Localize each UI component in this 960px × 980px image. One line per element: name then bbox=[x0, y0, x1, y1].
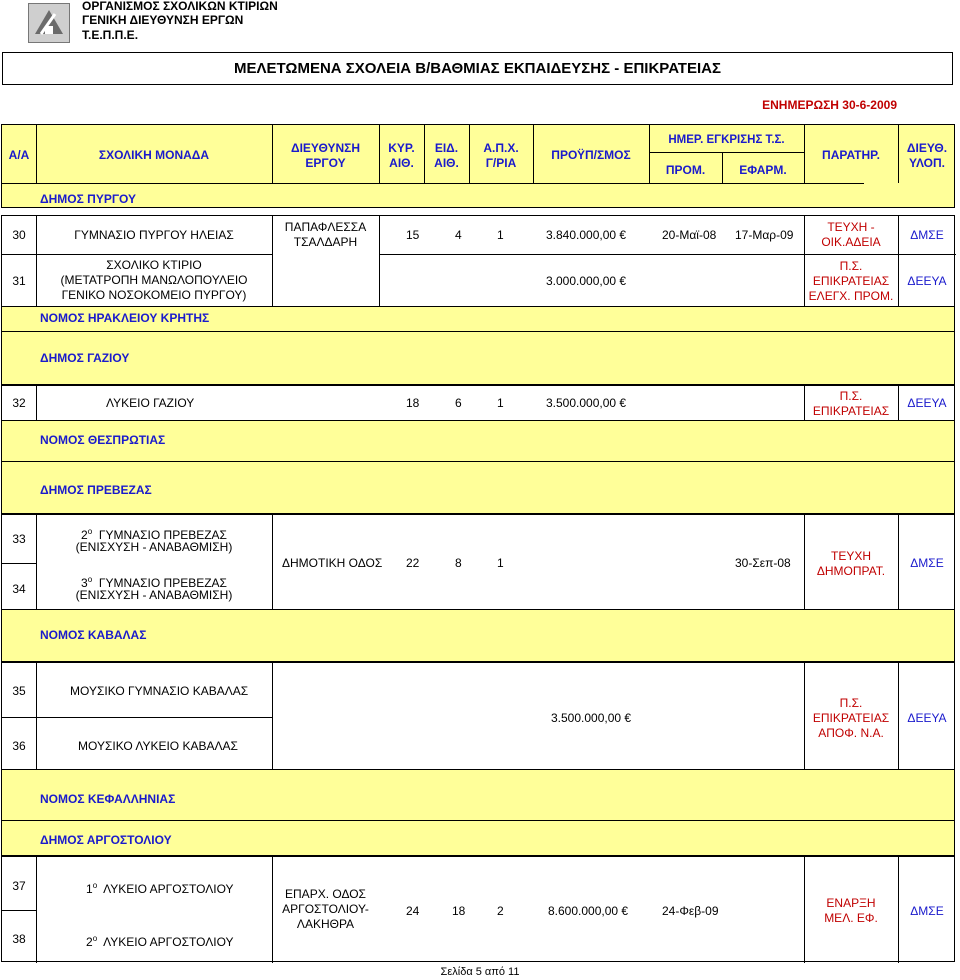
row32-kyr: 18 bbox=[406, 396, 420, 410]
org-line-1: ΟΡΓΑΝΙΣΜΟΣ ΣΧΟΛΙΚΩΝ ΚΤΙΡΙΩΝ bbox=[82, 0, 278, 13]
header-prom: ΠΡΟΜ. bbox=[665, 163, 706, 177]
section-gazi bbox=[1, 385, 955, 421]
row38-number: 2 bbox=[86, 935, 93, 949]
section-preveza bbox=[1, 514, 955, 610]
table-header bbox=[1, 124, 955, 208]
row38-address-3: ΛΑΚΗΘΡΑ bbox=[296, 917, 355, 931]
row32-no: 32 bbox=[12, 396, 26, 410]
row37-sup: ο bbox=[92, 881, 98, 890]
group-band-kavalas bbox=[1, 610, 955, 662]
row32-note-2: ΕΠΙΚΡΑΤΕΙΑΣ bbox=[812, 404, 890, 418]
row31-unit-2: (ΜΕΤΑΤΡΟΠΗ ΜΑΝΩΛΟΠΟΥΛΕΙΟ bbox=[60, 273, 248, 287]
row31-note-3: ΕΛΕΓΧ. ΠΡΟΜ. bbox=[808, 289, 894, 303]
row35-unit: ΜΟΥΣΙΚΟ ΓΥΜΝΑΣΙΟ ΚΑΒΑΛΑΣ bbox=[70, 684, 249, 698]
row30-note-1: ΤΕΥΧΗ - bbox=[827, 220, 875, 234]
row37-unit bbox=[86, 879, 234, 896]
row31-note-2: ΕΠΙΚΡΑΤΕΙΑΣ bbox=[812, 274, 890, 288]
org-line-3: Τ.Ε.Π.Π.Ε. bbox=[82, 28, 139, 42]
group-nomos-kefallinias: ΝΟΜΟΣ ΚΕΦΑΛΛΗΝΙΑΣ bbox=[40, 792, 176, 806]
row38-note-1: ΕΝΑΡΞΗ bbox=[826, 896, 876, 910]
row30-efarm: 17-Μαρ-09 bbox=[735, 228, 794, 242]
group-dimos-pyrgou: ΔΗΜΟΣ ΠΥΡΓΟΥ bbox=[40, 192, 137, 206]
section-argostoli bbox=[1, 856, 955, 962]
row34-address: ΔΗΜΟΤΙΚΗ ΟΔΟΣ bbox=[282, 556, 383, 570]
row38-note-2: ΜΕΛ. ΕΦ. bbox=[824, 911, 878, 925]
row38-no: 38 bbox=[12, 932, 26, 946]
section-kavala bbox=[1, 662, 955, 770]
group-dimos-gaziou: ΔΗΜΟΣ ΓΑΖΙΟΥ bbox=[40, 351, 130, 365]
row34-kyr: 22 bbox=[406, 556, 420, 570]
row34-no: 34 bbox=[12, 582, 26, 596]
row31-direction: ΔΕΕΥΑ bbox=[907, 274, 947, 288]
header-approval: ΗΜΕΡ. ΕΓΚΡΙΣΗΣ Τ.Σ. bbox=[668, 134, 785, 146]
row33-unit-name: ΓΥΜΝΑΣΙΟ ΠΡΕΒΕΖΑΣ bbox=[98, 528, 227, 542]
header-aa: Α/Α bbox=[8, 148, 30, 162]
logo-icon bbox=[29, 4, 69, 42]
row36-note-3: ΑΠΟΦ. Ν.Α. bbox=[818, 726, 884, 740]
row34-efarm: 30-Σεπ-08 bbox=[735, 556, 791, 570]
group-dimos-prevezas: ΔΗΜΟΣ ΠΡΕΒΕΖΑΣ bbox=[40, 483, 152, 497]
row38-unit-name: ΛΥΚΕΙΟ ΑΡΓΟΣΤΟΛΙΟΥ bbox=[103, 935, 234, 949]
section-pyrgos bbox=[1, 215, 955, 307]
group-nomos-thesprotias: ΝΟΜΟΣ ΘΕΣΠΡΩΤΙΑΣ bbox=[40, 433, 166, 447]
header-kyr-2: ΑΙΘ. bbox=[389, 156, 414, 170]
row30-no: 30 bbox=[12, 228, 26, 242]
group-nomos-kavalas: ΝΟΜΟΣ ΚΑΒΑΛΑΣ bbox=[40, 628, 147, 642]
row36-budget: 3.500.000,00 € bbox=[551, 711, 632, 725]
row38-apx: 2 bbox=[497, 904, 504, 918]
update-date: ΕΝΗΜΕΡΩΣΗ 30-6-2009 bbox=[762, 98, 897, 112]
row38-budget: 8.600.000,00 € bbox=[548, 904, 629, 918]
row30-note-2: ΟΙΚ.ΑΔΕΙΑ bbox=[821, 235, 881, 249]
header-impl-dir-2: ΥΛΟΠ. bbox=[909, 156, 945, 170]
row31-no: 31 bbox=[12, 274, 26, 288]
row36-note-1: Π.Σ. bbox=[839, 696, 863, 710]
row32-direction: ΔΕΕΥΑ bbox=[907, 396, 947, 410]
group-band-kefallinias bbox=[1, 770, 955, 856]
row30-kyr: 15 bbox=[406, 228, 420, 242]
row30-budget: 3.840.000,00 € bbox=[546, 228, 627, 242]
row36-direction: ΔΕΕΥΑ bbox=[907, 711, 947, 725]
row38-efarm: 24-Φεβ-09 bbox=[662, 904, 719, 918]
row38-address-2: ΑΡΓΟΣΤΟΛΙΟΥ- bbox=[282, 902, 369, 916]
row38-unit bbox=[86, 932, 234, 949]
row36-no: 36 bbox=[12, 739, 26, 753]
row31-budget: 3.000.000,00 € bbox=[546, 274, 627, 288]
row30-address-1: ΠΑΠΑΦΛΕΣΣΑ bbox=[284, 220, 367, 234]
group-band-thesprotias bbox=[1, 421, 955, 514]
row33-no: 33 bbox=[12, 532, 26, 546]
row34-direction: ΔΜΣΕ bbox=[910, 556, 944, 570]
row33-sup: ο bbox=[87, 527, 93, 536]
header-direction-2: ΕΡΓΟΥ bbox=[305, 156, 346, 170]
header-direction-1: ΔΙΕΥΘΥΝΣΗ bbox=[290, 141, 361, 155]
row38-direction: ΔΜΣΕ bbox=[910, 904, 944, 918]
row38-kyr: 24 bbox=[406, 904, 420, 918]
page-footer: Σελίδα 5 από 11 bbox=[440, 966, 520, 978]
header-school-unit: ΣΧΟΛΙΚΗ ΜΟΝΑΔΑ bbox=[98, 148, 210, 162]
header-apx-2: Γ/ΡΙΑ bbox=[485, 156, 517, 170]
row31-note-1: Π.Σ. bbox=[839, 259, 863, 273]
row36-note-2: ΕΠΙΚΡΑΤΕΙΑΣ bbox=[812, 711, 890, 725]
row37-no: 37 bbox=[12, 879, 26, 893]
header-eid-2: ΑΙΘ. bbox=[434, 156, 459, 170]
header-notes: ΠΑΡΑΤΗΡ. bbox=[822, 148, 880, 162]
row38-address-1: ΕΠΑΡΧ. ΟΔΟΣ bbox=[285, 887, 366, 901]
row30-apx: 1 bbox=[497, 228, 504, 242]
group-nomos-irakleiou: ΝΟΜΟΣ ΗΡΑΚΛΕΙΟΥ ΚΡΗΤΗΣ bbox=[40, 311, 210, 325]
row37-unit-name: ΛΥΚΕΙΟ ΑΡΓΟΣΤΟΛΙΟΥ bbox=[103, 882, 234, 896]
row34-sup: ο bbox=[87, 575, 93, 584]
row34-note-1: ΤΕΥΧΗ bbox=[830, 549, 871, 563]
row30-address-2: ΤΣΑΛΔΑΡΗ bbox=[293, 235, 358, 249]
row34-eid: 8 bbox=[455, 556, 462, 570]
row31-unit-1: ΣΧΟΛΙΚΟ ΚΤΙΡΙΟ bbox=[106, 258, 202, 272]
row33-number: 2 bbox=[81, 528, 88, 542]
row33-unit-2: (ΕΝΙΣΧΥΣΗ - ΑΝΑΒΑΘΜΙΣΗ) bbox=[75, 540, 233, 554]
row30-eid: 4 bbox=[455, 228, 462, 242]
organization-logo bbox=[28, 3, 70, 43]
row37-number: 1 bbox=[86, 882, 93, 896]
row34-apx: 1 bbox=[497, 556, 504, 570]
row32-note-1: Π.Σ. bbox=[839, 389, 863, 403]
group-band-irakleiou bbox=[1, 307, 955, 385]
row32-eid: 6 bbox=[455, 396, 462, 410]
row30-prom: 20-Μαϊ-08 bbox=[662, 228, 717, 242]
row36-unit: ΜΟΥΣΙΚΟ ΛΥΚΕΙΟ ΚΑΒΑΛΑΣ bbox=[78, 739, 238, 753]
row32-budget: 3.500.000,00 € bbox=[546, 396, 627, 410]
row32-unit: ΛΥΚΕΙΟ ΓΑΖΙΟΥ bbox=[106, 396, 195, 410]
row38-sup: ο bbox=[92, 934, 98, 943]
row32-apx: 1 bbox=[497, 396, 504, 410]
header-apx-1: Α.Π.Χ. bbox=[483, 141, 519, 155]
row34-number: 3 bbox=[81, 576, 88, 590]
row34-unit-name: ΓΥΜΝΑΣΙΟ ΠΡΕΒΕΖΑΣ bbox=[98, 576, 227, 590]
org-line-2: ΓΕΝΙΚΗ ΔΙΕΥΘΥΝΣΗ ΕΡΓΩΝ bbox=[82, 13, 244, 27]
row30-direction: ΔΜΣΕ bbox=[910, 228, 944, 242]
header-eid-1: ΕΙΔ. bbox=[434, 141, 459, 155]
row34-note-2: ΔΗΜΟΠΡΑΤ. bbox=[816, 564, 886, 578]
header-impl-dir-1: ΔΙΕΥΘ. bbox=[906, 141, 948, 155]
group-dimos-argostoliou: ΔΗΜΟΣ ΑΡΓΟΣΤΟΛΙΟΥ bbox=[40, 833, 172, 847]
header-kyr-1: ΚΥΡ. bbox=[388, 141, 415, 155]
row31-unit-3: ΓΕΝΙΚΟ ΝΟΣΟΚΟΜΕΙΟ ΠΥΡΓΟΥ) bbox=[61, 288, 247, 302]
row35-no: 35 bbox=[12, 684, 26, 698]
row30-unit: ΓΥΜΝΑΣΙΟ ΠΥΡΓΟΥ ΗΛΕΙΑΣ bbox=[74, 228, 234, 242]
row34-unit-2: (ΕΝΙΣΧΥΣΗ - ΑΝΑΒΑΘΜΙΣΗ) bbox=[75, 588, 233, 602]
header-efarm: ΕΦΑΡΜ. bbox=[739, 163, 787, 177]
header-budget: ΠΡΟΫΠ/ΣΜΟΣ bbox=[551, 148, 631, 162]
row38-eid: 18 bbox=[452, 904, 466, 918]
page-title: ΜΕΛΕΤΩΜΕΝΑ ΣΧΟΛΕΙΑ Β/ΒΑΘΜΙΑΣ ΕΚΠΑΙΔΕΥΣΗΣ - ΕΠΙΚΡΑΤΕΙΑΣ bbox=[2, 52, 953, 85]
